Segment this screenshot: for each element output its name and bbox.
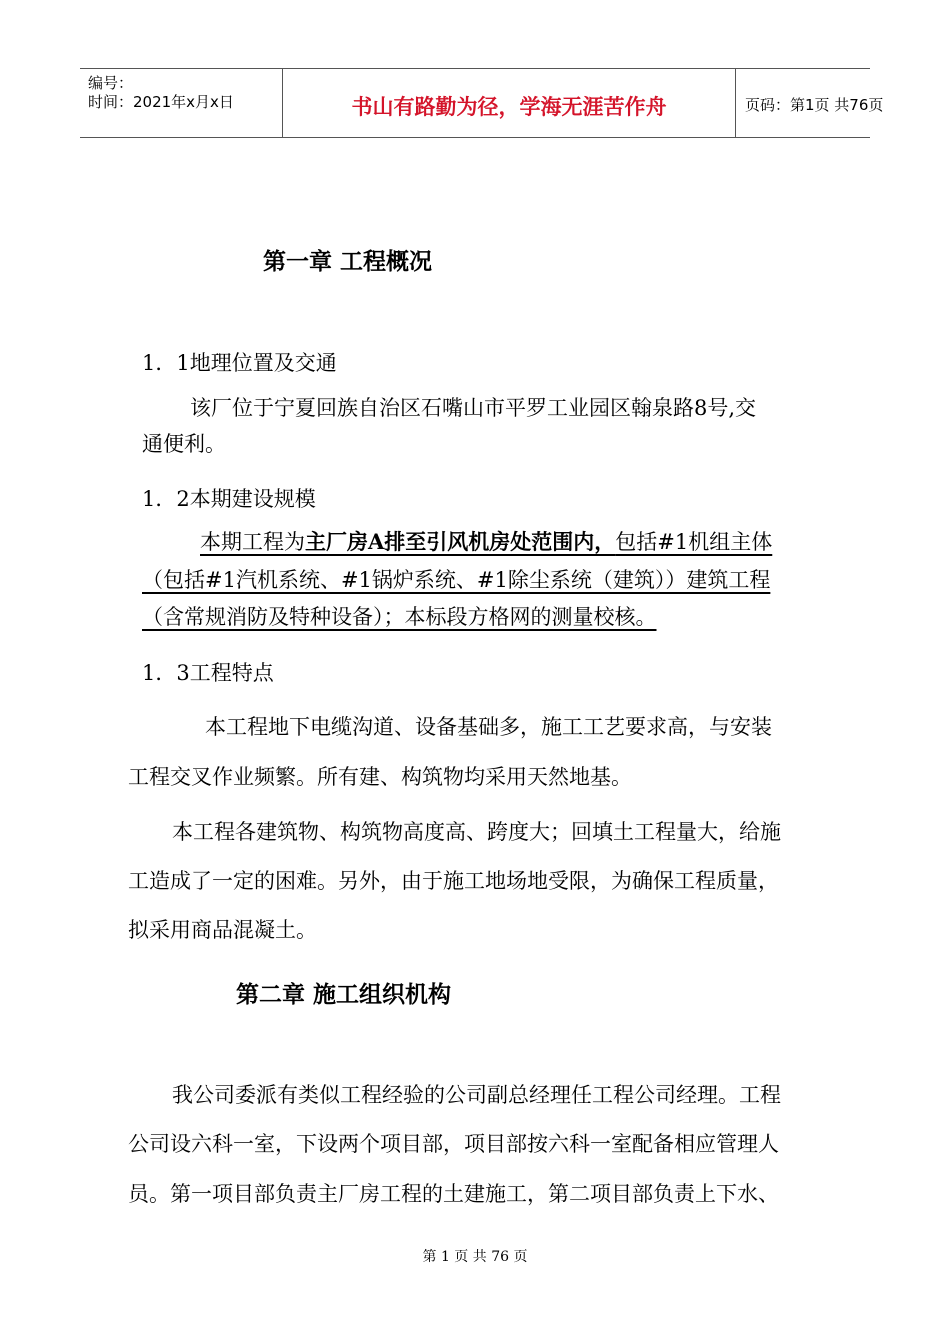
section-1-1-text-line2: 通便利。	[142, 432, 226, 456]
header-motto-cell	[282, 69, 736, 137]
page-code: 页码：第1页 共76页	[745, 96, 884, 114]
section-1-1-heading: 1．1地理位置及交通	[142, 351, 337, 375]
header-left-cell	[80, 69, 282, 137]
section-1-3-p1-line1: 本工程地下电缆沟道、设备基础多，施工工艺要求高，与安装	[205, 715, 772, 739]
section-1-3-p2-line3: 拟采用商品混凝土。	[128, 918, 317, 942]
section-1-2-text-line1	[200, 526, 772, 556]
section-1-2-text-line2: （包括#1汽机系统、#1锅炉系统、#1除尘系统（建筑））建筑工程	[142, 568, 771, 592]
header-right-cell	[735, 69, 884, 137]
chapter2-title: 第二章 施工组织机构	[236, 982, 452, 1008]
motto-text: 书山有路勤为径，学海无涯苦作舟	[351, 95, 667, 119]
page-header	[80, 68, 884, 138]
section-1-3-heading: 1．3工程特点	[142, 661, 274, 685]
date-label: 时间：2021年x月x日	[88, 93, 234, 111]
section-1-3-p1-line2: 工程交叉作业频繁。所有建、构筑物均采用天然地基。	[128, 765, 632, 789]
section-1-3-p2-line2: 工造成了一定的困难。另外，由于施工地场地受限，为确保工程质量，	[128, 869, 779, 893]
section-1-3-p2-line1: 本工程各建筑物、构筑物高度高、跨度大；回填土工程量大，给施	[172, 820, 781, 844]
section-1-1-text-line1: 该厂位于宁夏回族自治区石嘴山市平罗工业园区翰泉路8号,交	[190, 396, 757, 420]
section-1-2-text-line3: （含常规消防及特种设备）；本标段方格网的测量校核。	[142, 605, 657, 629]
chapter2-p1-line1: 我公司委派有类似工程经验的公司副总经理任工程公司经理。工程	[172, 1083, 781, 1107]
chapter2-p1-line3: 员。第一项目部负责主厂房工程的土建施工，第二项目部负责上下水、	[128, 1182, 779, 1206]
page-footer: 第 1 页 共 76 页	[422, 1249, 528, 1265]
scope-text-bold: 主厂房A排至引风机房处范围内，	[305, 529, 616, 554]
scope-text-a: 本期工程为	[200, 530, 305, 554]
chapter1-title: 第一章 工程概况	[263, 249, 433, 275]
chapter2-p1-line2: 公司设六科一室，下设两个项目部，项目部按六科一室配备相应管理人	[128, 1132, 779, 1156]
section-1-2-heading: 1．2本期建设规模	[142, 487, 316, 511]
number-label: 编号：	[88, 74, 134, 92]
scope-text-c: 包括#1机组主体	[615, 530, 773, 554]
